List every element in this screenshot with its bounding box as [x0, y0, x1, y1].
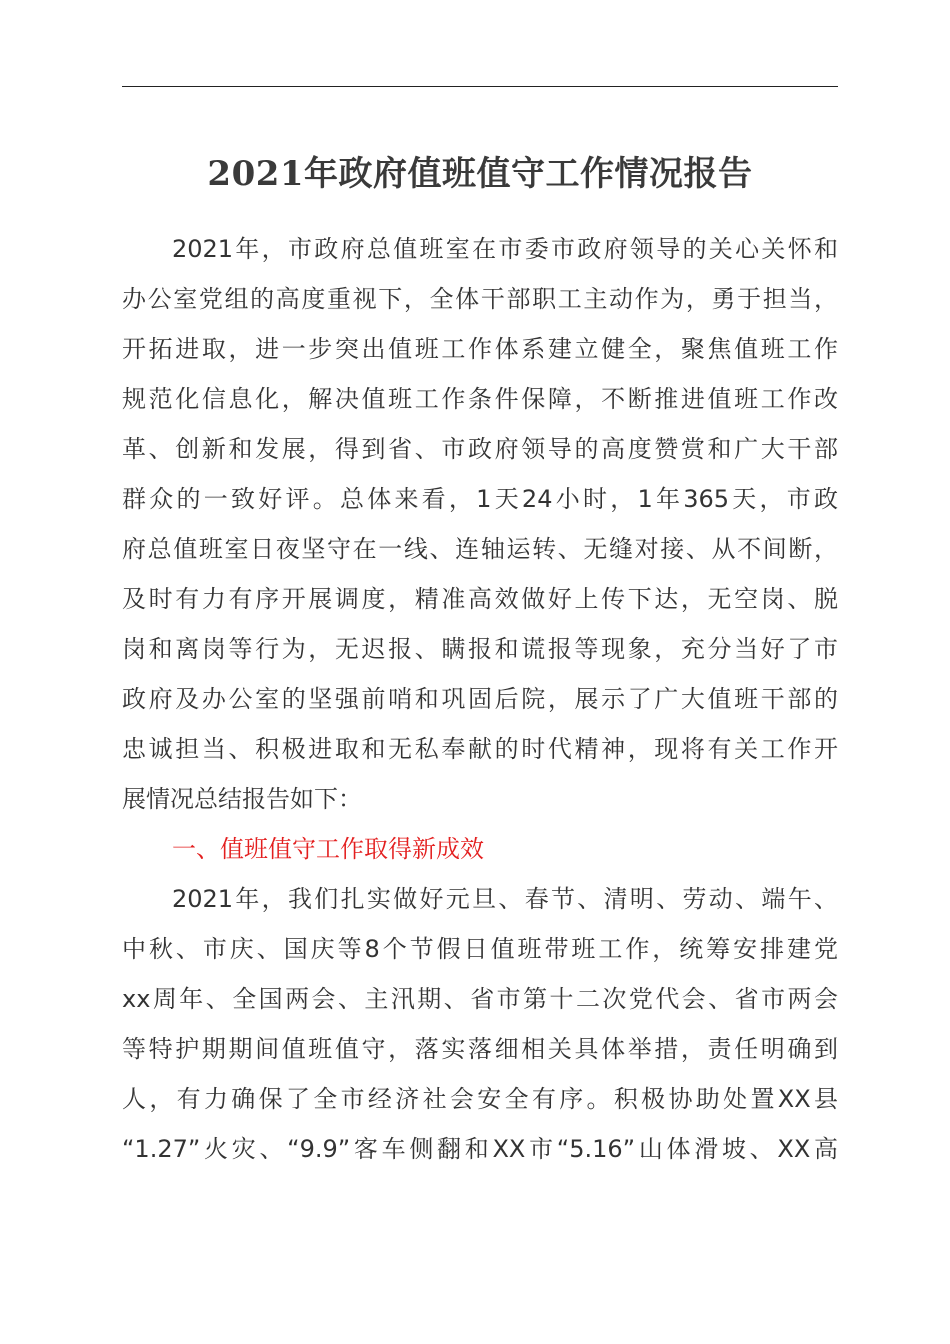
paragraph-line: 革、创新和发展，得到省、市政府领导的高度赞赏和广大干部	[122, 435, 838, 463]
paragraph-line: 2021年，我们扎实做好元旦、春节、清明、劳动、端午、	[172, 885, 838, 913]
paragraph-line: 规范化信息化，解决值班工作条件保障，不断推进值班工作改	[122, 385, 838, 413]
paragraph-line: 人，有力确保了全市经济社会安全有序。积极协助处置XX县	[122, 1085, 838, 1113]
paragraph-line: 忠诚担当、积极进取和无私奉献的时代精神，现将有关工作开	[122, 735, 838, 763]
paragraph-line: 岗和离岗等行为，无迟报、瞒报和谎报等现象，充分当好了市	[122, 635, 838, 663]
paragraph-line: 及时有力有序开展调度，精准高效做好上传下达，无空岗、脱	[122, 585, 838, 613]
paragraph-line: 2021年，市政府总值班室在市委市政府领导的关心关怀和	[172, 235, 838, 263]
paragraph-line: 政府及办公室的坚强前哨和巩固后院，展示了广大值班干部的	[122, 685, 838, 713]
paragraph-line: 展情况总结报告如下：	[122, 785, 362, 813]
paragraph-line: “1.27”火灾、“9.9”客车侧翻和XX市“5.16”山体滑坡、XX高	[122, 1135, 838, 1163]
header-rule	[122, 86, 838, 87]
paragraph-line: xx周年、全国两会、主汛期、省市第十二次党代会、省市两会	[122, 985, 838, 1013]
paragraph-line: 府总值班室日夜坚守在一线、连轴运转、无缝对接、从不间断，	[122, 535, 838, 563]
document-title: 2021年政府值班值守工作情况报告	[207, 154, 753, 194]
paragraph-line: 等特护期期间值班值守，落实落细相关具体举措，责任明确到	[122, 1035, 838, 1063]
paragraph-line: 开拓进取，进一步突出值班工作体系建立健全，聚焦值班工作	[122, 335, 838, 363]
section-heading: 一、值班值守工作取得新成效	[172, 835, 484, 863]
paragraph-line: 办公室党组的高度重视下，全体干部职工主动作为，勇于担当，	[122, 285, 838, 313]
paragraph-line: 群众的一致好评。总体来看，1天24小时，1年365天，市政	[122, 485, 838, 513]
paragraph-line: 中秋、市庆、国庆等8个节假日值班带班工作，统筹安排建党	[122, 935, 838, 963]
